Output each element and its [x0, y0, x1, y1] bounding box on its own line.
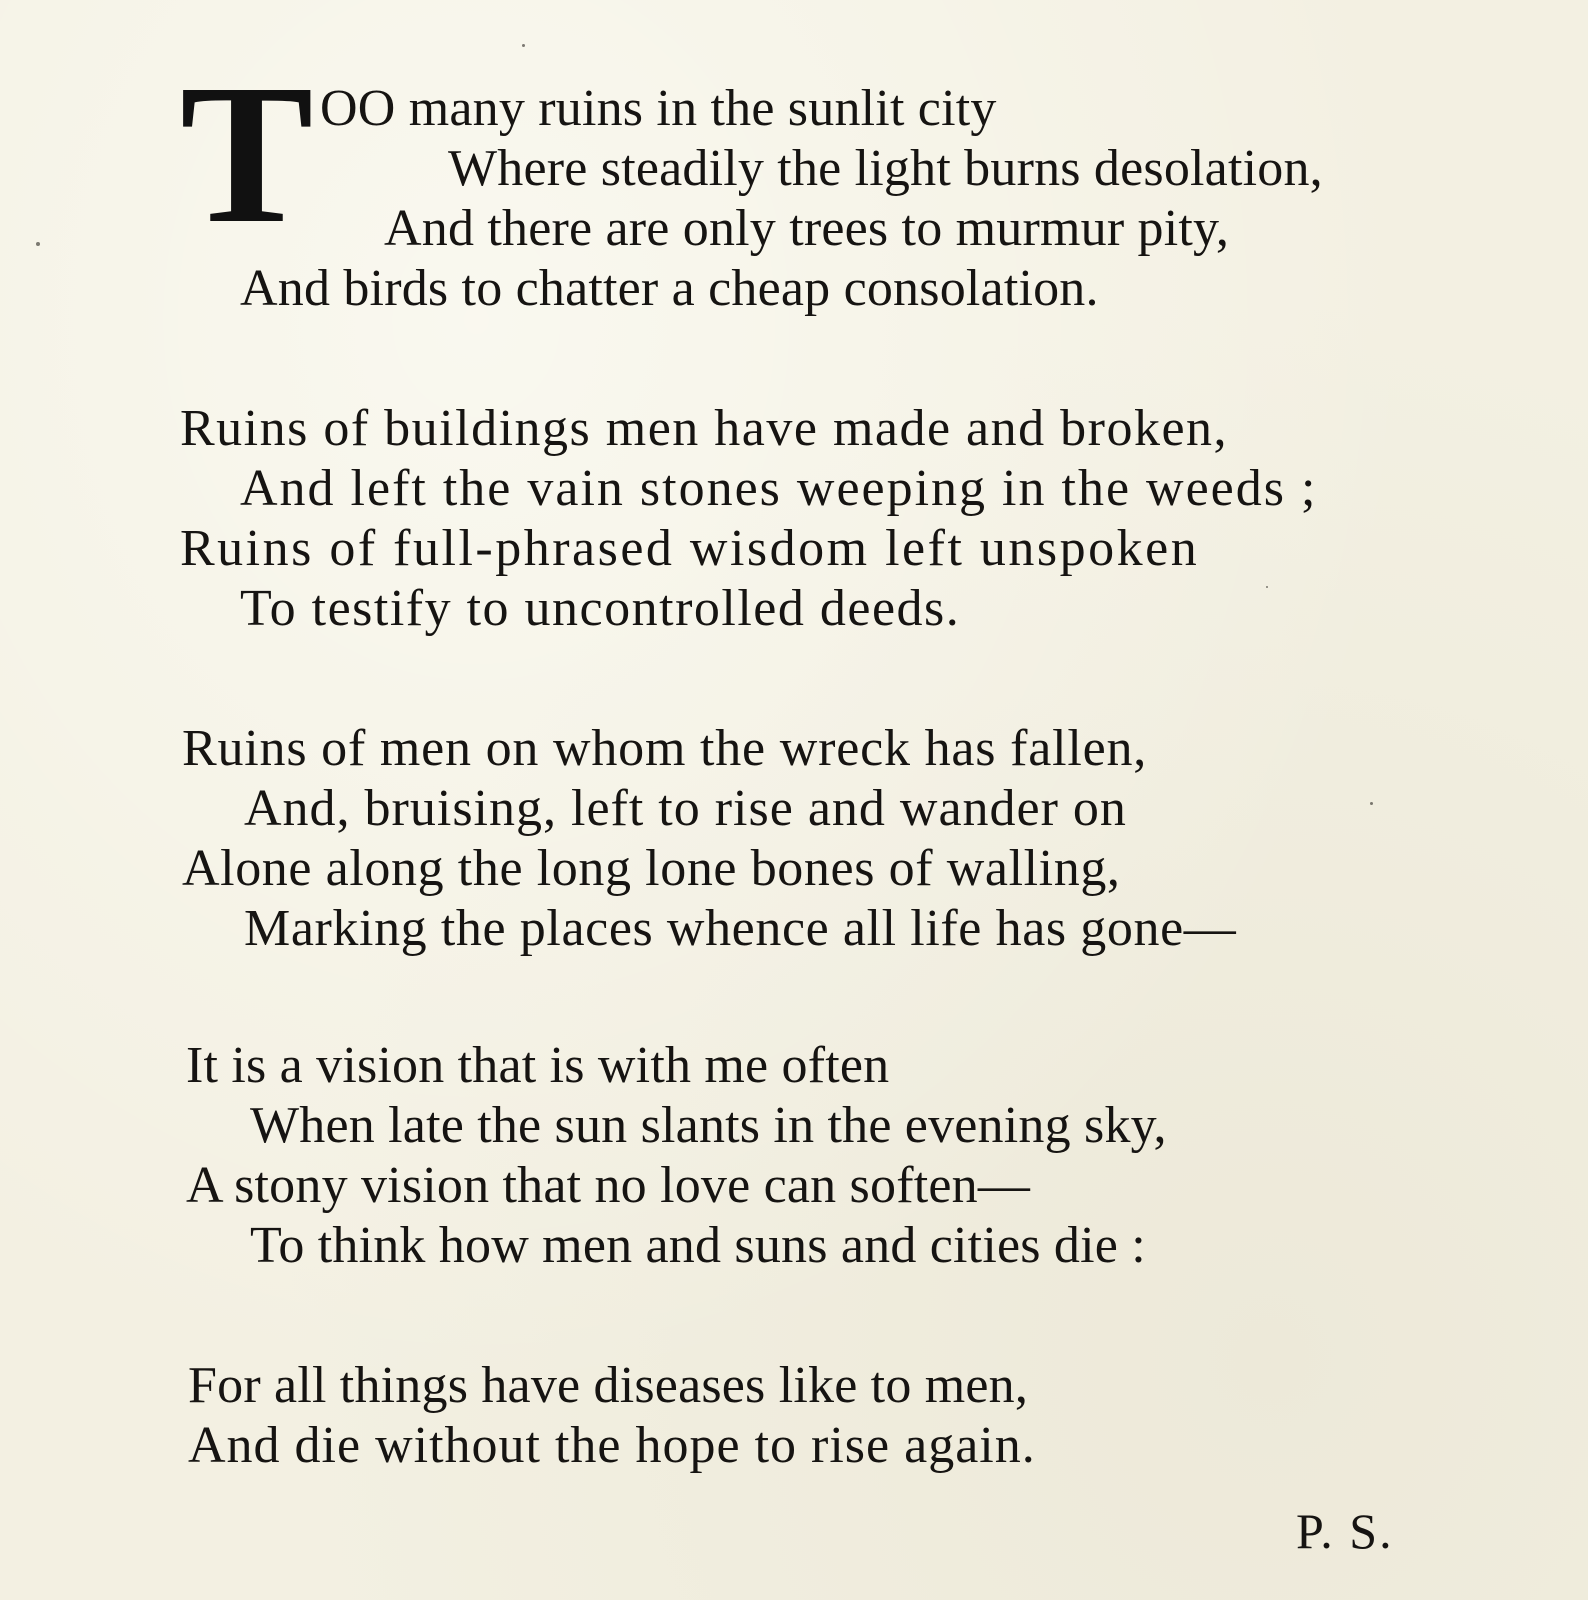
drop-cap: T: [180, 44, 314, 265]
paper-speck: [522, 44, 525, 47]
poem-line: And birds to chatter a cheap consolation.: [240, 260, 1099, 317]
poem-line: And, bruising, left to rise and wander on: [244, 780, 1127, 837]
paper-speck: [1370, 802, 1373, 805]
poem-line: Ruins of full-phrased wisdom left unspoken: [180, 520, 1200, 577]
poem-line: When late the sun slants in the evening sky,: [250, 1097, 1167, 1154]
poem-line: And die without the hope to rise again.: [188, 1417, 1036, 1474]
poem-line: Ruins of men on whom the wreck has fallen,: [182, 720, 1148, 777]
poem-line: It is a vision that is with me often: [186, 1037, 890, 1094]
paper-speck: [36, 242, 40, 246]
poem-line: OO many ruins in the sunlit city: [320, 80, 997, 137]
poem-line: To testify to uncontrolled deeds.: [240, 580, 961, 637]
poem-line: Marking the places whence all life has gone—: [244, 900, 1237, 957]
poem-line: For all things have diseases like to men,: [188, 1357, 1029, 1414]
signature: P. S.: [1296, 1503, 1394, 1559]
poem-line: To think how men and suns and cities die :: [250, 1217, 1146, 1274]
poem-line: And left the vain stones weeping in the weeds ;: [240, 460, 1318, 517]
poem-line: Ruins of buildings men have made and broken,: [180, 400, 1229, 457]
poem-line: And there are only trees to murmur pity,: [384, 200, 1230, 257]
poem-line: Alone along the long lone bones of walling,: [182, 840, 1121, 897]
poem-line: A stony vision that no love can soften—: [186, 1157, 1031, 1214]
paper-speck: [1266, 586, 1268, 588]
poem-line: Where steadily the light burns desolation,: [448, 140, 1323, 197]
